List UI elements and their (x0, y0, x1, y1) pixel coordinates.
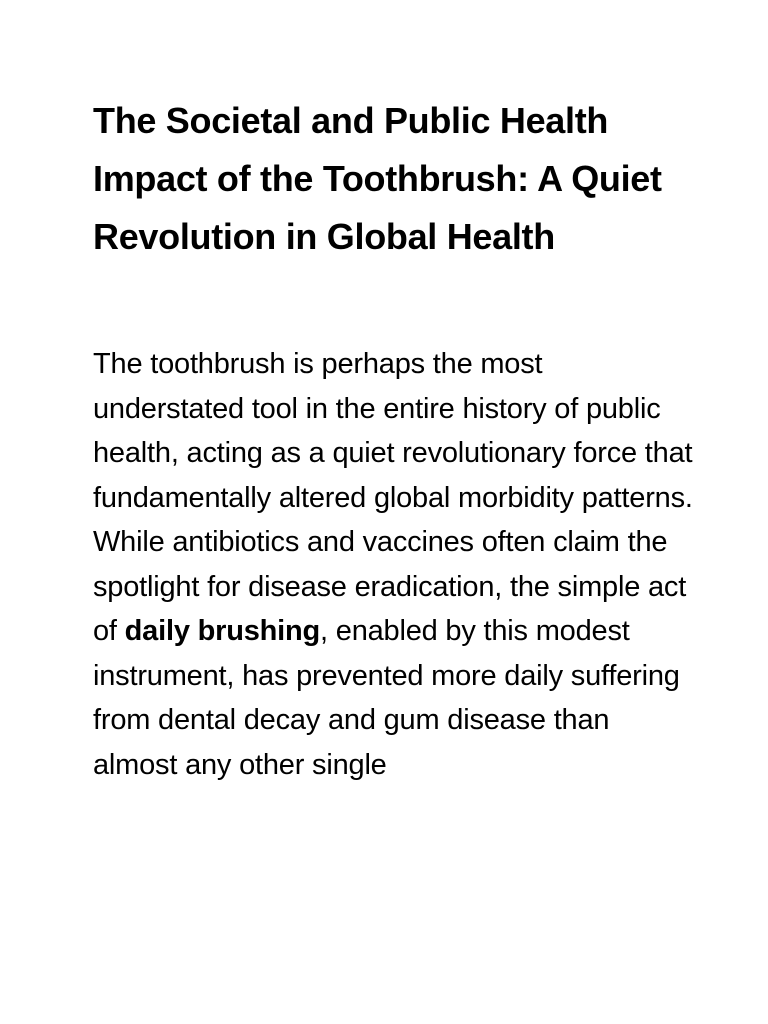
paragraph-bold-text: daily brushing (124, 615, 321, 647)
paragraph-text-start: The toothbrush is perhaps the most understated tool in the entire history of public health, acting as a quiet revolutionary force that fundamentally altered global morbidity patterns. While antibiotics and vaccines often claim the spotlight for disease eradication, the simple act of (93, 348, 693, 647)
document-title: The Societal and Public Health Impact of the Toothbrush: A Quiet Revolution in Global Health (93, 100, 662, 257)
document-page (93, 92, 693, 787)
body-paragraph (93, 342, 693, 787)
paragraph-text-end: , enabled by this modest instrument, has prevented more daily suffering from dental decay and gum disease than almost any other single (93, 615, 680, 781)
